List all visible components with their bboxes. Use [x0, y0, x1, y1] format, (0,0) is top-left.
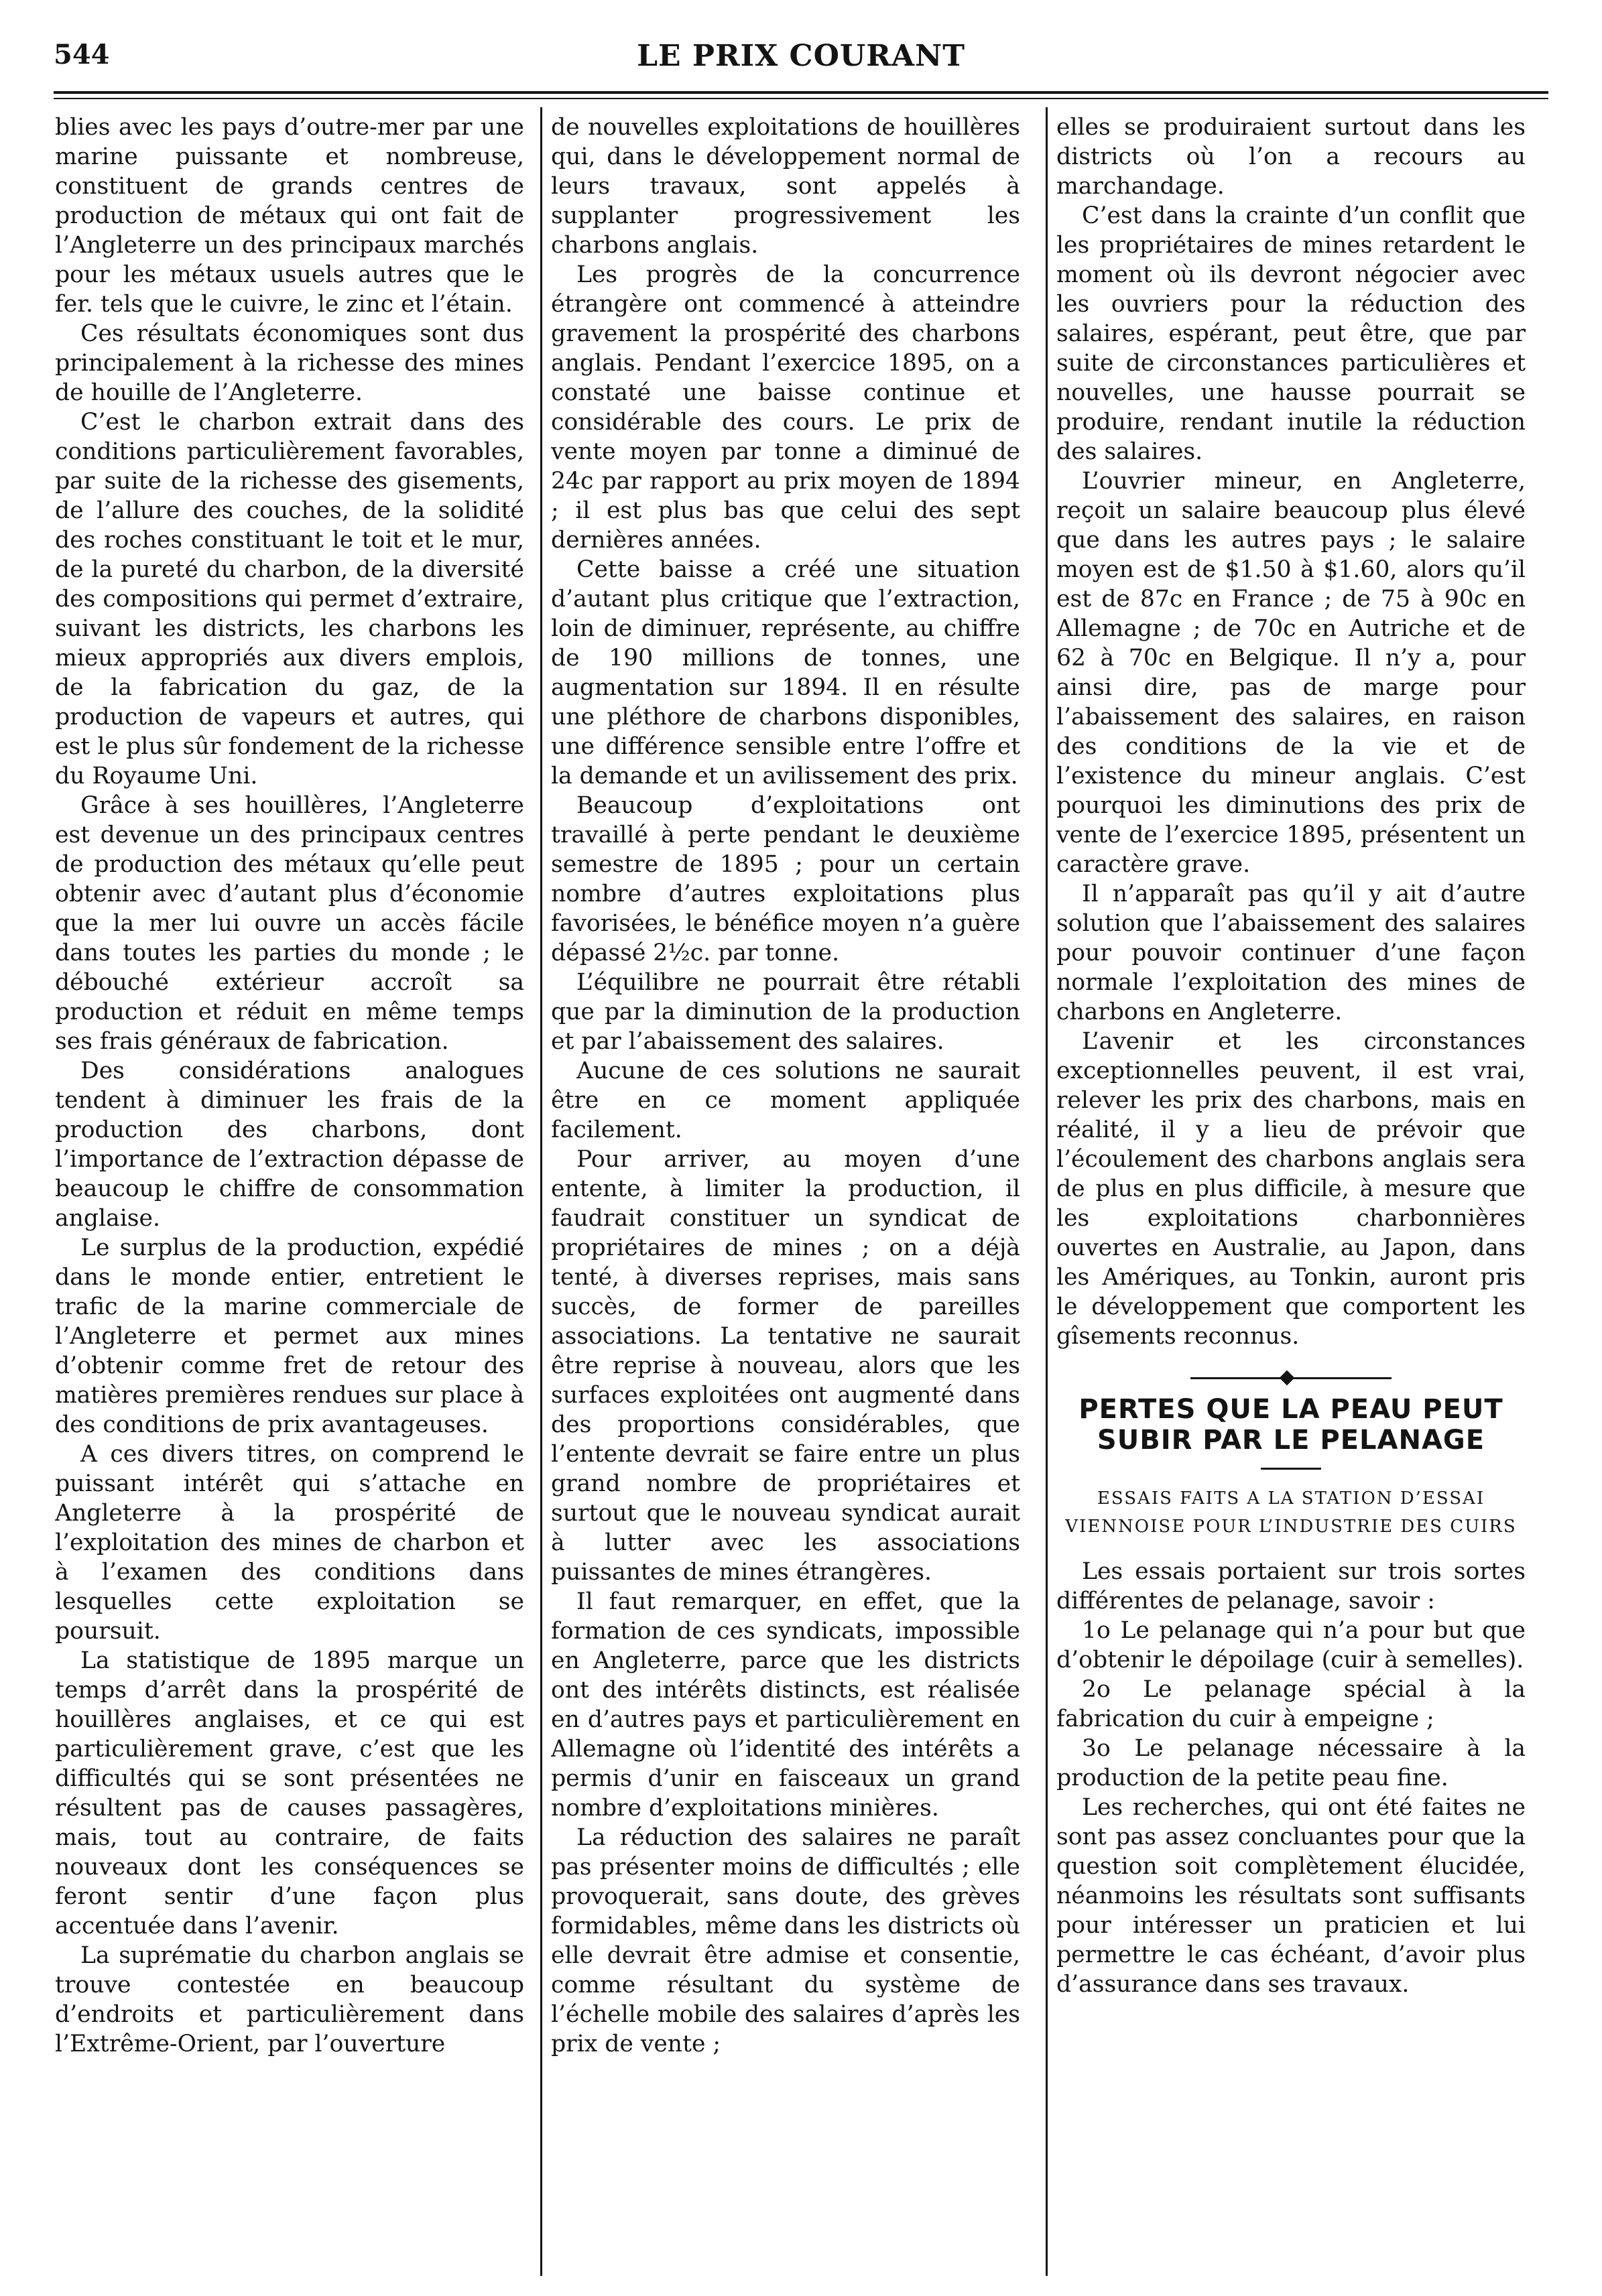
paragraph: L’équilibre ne pourrait être rétabli que par la diminution de la production et par l’abaissement des salaires. [551, 969, 1020, 1055]
text-column-1 [55, 113, 524, 2277]
paragraph: La statistique de 1895 marque un temps d’arrêt dans la prospérité de houillères anglaises, et ce qui est particulièrement grave, c’est que les difficultés qui se sont présentées ne résultent pas de causes passagères, mais, tout au contraire, de faits nouveaux dont les conséquences se feront sentir d’une façon plus accentuée dans l’avenir. [55, 1647, 524, 1939]
paragraph: Les recherches, qui ont été faites ne sont pas assez concluantes pour que la question soit complètement élucidée, néanmoins les résultats sont suffisants pour intéresser un praticien et lui permettre le cas échéant, d’avoir plus d’assurance dans ses travaux. [1056, 1794, 1526, 1998]
column-divider [540, 107, 542, 2276]
paragraph: 3o Le pelanage nécessaire à la production de la petite peau fine. [1056, 1735, 1526, 1791]
paragraph: L’avenir et les circonstances exceptionnelles peuvent, il est vrai, relever les prix des charbons, mais en réalité, il y a lieu de prévoir que l’écoulement des charbons anglais sera de plus en plus difficile, à mesure que les exploitations charbonnières ouvertes en Australie, au Japon, dans les Amériques, au Tonkin, auront pris le développement que comportent les gîsements reconnus. [1056, 1028, 1526, 1350]
paragraph: L’ouvrier mineur, en Angleterre, reçoit un salaire beaucoup plus élevé que dans les autres pays ; le salaire moyen est de $1.50 à $1.60, alors qu’il est de 87c en France ; de 75 à 90c en Allemagne ; de 70c en Autriche et de 62 à 70c en Belgique. Il n’y a, pour ainsi dire, pas de marge pour l’abaissement des salaires, en raison des conditions de la vie et de l’existence du mineur anglais. C’est pourquoi les diminutions des prix de vente de l’exercice 1895, présentent un caractère grave. [1056, 468, 1526, 878]
column-divider [1046, 107, 1048, 2276]
paragraph: Des considérations analogues tendent à diminuer les frais de la production des charbons, dont l’importance de l’extraction dépasse de beaucoup le chiffre de consommation anglaise. [55, 1058, 524, 1232]
paragraph: elles se produiraient surtout dans les districts où l’on a recours au marchandage. [1056, 114, 1526, 200]
section-rule [1261, 1468, 1321, 1470]
section-title: PERTES QUE LA PEAU PEUT SUBIR PAR LE PELANAGE [1079, 1394, 1503, 1456]
paragraph: A ces divers titres, on comprend le puissant intérêt qui s’attache en Angleterre à la prospérité de l’exploitation des mines de charbon et à l’examen des conditions dans lesquelles cette exploitation se poursuit. [55, 1441, 524, 1645]
paragraph: 2o Le pelanage spécial à la fabrication du cuir à empeigne ; [1056, 1676, 1526, 1732]
paragraph: La réduction des salaires ne paraît pas présenter moins de difficultés ; elle provoquerait, sans doute, des grèves formidables, même dans les districts où elle devrait être admise et consentie, comme résultant du système de l’échelle mobile des salaires d’après les prix de vente ; [551, 1824, 1020, 2057]
paragraph: de nouvelles exploitations de houillères qui, dans le développement normal de leurs travaux, sont appelés à supplanter progressivement les charbons anglais. [551, 114, 1020, 259]
ornament-diamond [1280, 1370, 1295, 1386]
paragraph: 1o Le pelanage qui n’a pour but que d’obtenir le dépoilage (cuir à semelles). [1056, 1617, 1526, 1673]
paragraph: blies avec les pays d’outre-mer par une marine puissante et nombreuse, constituent de grands centres de production de métaux qui ont fait de l’Angleterre un des principaux marchés pour les métaux usuels autres que le fer. tels que le cuivre, le zinc et l’étain. [55, 114, 524, 318]
header-rule-thin [54, 98, 1548, 99]
text-column-2 [551, 113, 1020, 2277]
paragraph: Les essais portaient sur trois sortes différentes de pelanage, savoir : [1056, 1558, 1526, 1614]
paragraph: Beaucoup d’exploitations ont travaillé à perte pendant le deuxième semestre de 1895 ; pour un certain nombre d’autres exploitations plus favorisées, le bénéfice moyen n’a guère dépassé 2½c. par tonne. [551, 792, 1020, 966]
paragraph: Les progrès de la concurrence étrangère ont commencé à atteindre gravement la prospérité des charbons anglais. Pendant l’exercice 1895, on a constaté une baisse continue et considérable des cours. Le prix de vente moyen par tonne a diminué de 24c par rapport au prix moyen de 1894 ; il est plus bas que celui des sept dernières années. [551, 261, 1020, 554]
paragraph: Cette baisse a créé une situation d’autant plus critique que l’extraction, loin de diminuer, représente, au chiffre de 190 millions de tonnes, une augmentation sur 1894. Il en résulte une pléthore de charbons disponibles, une différence sensible entre l’offre et la demande et un avilissement des prix. [551, 556, 1020, 789]
header-rule [54, 91, 1548, 94]
paragraph: Il faut remarquer, en effet, que la formation de ces syndicats, impossible en Angleterre, parce que les districts ont des intérêts distincts, est réalisée en d’autres pays et particulièrement en Allemagne où l’identité des intérêts a permis d’unir en faisceaux un grand nombre d’exploitations minières. [551, 1588, 1020, 1822]
paragraph: Aucune de ces solutions ne saurait être en ce moment appliquée facilement. [551, 1058, 1020, 1143]
paragraph: Le surplus de la production, expédié dans le monde entier, entretient le trafic de la marine commerciale de l’Angleterre et permet aux mines d’obtenir comme fret de retour des matières premières rendues sur place à des conditions de prix avantageuses. [55, 1234, 524, 1438]
section-ornament [1056, 1371, 1526, 1385]
paragraph: C’est dans la crainte d’un conflit que les propriétaires de mines retardent le moment où ils devront négocier avec les ouvriers pour la réduction des salaires, espérant, peut être, que par suite de circonstances particulières et nouvelles, une hausse pourrait se produire, rendant inutile la réduction des salaires. [1056, 202, 1526, 465]
paragraph: Grâce à ses houillères, l’Angleterre est devenue un des principaux centres de production des métaux qu’elle peut obtenir avec d’autant plus d’économie que la mer lui ouvre un accès fácile dans toutes les parties du monde ; le débouché extérieur accroît sa production et réduit en même temps ses frais généraux de fabrication. [55, 792, 524, 1055]
paragraph: Ces résultats économiques sont dus principalement à la richesse des mines de houille de l’Angleterre. [55, 320, 524, 406]
journal-title: LE PRIX COURANT [637, 39, 965, 73]
paragraph: Pour arriver, au moyen d’une entente, à limiter la production, il faudrait constituer un syndicat de propriétaires de mines ; on a déjà tenté, à diverses reprises, mais sans succès, de former de pareilles associations. La tentative ne saurait être reprise à nouveau, alors que les surfaces exploitées ont augmenté dans des proportions considérables, que l’entente devrait se faire entre un plus grand nombre de propriétaires et surtout que le nouveau syndicat aurait à lutter avec les associations puissantes de mines étrangères. [551, 1146, 1020, 1586]
paragraph: La suprématie du charbon anglais se trouve contestée en beaucoup d’endroits et particulièrement dans l’Extrême-Orient, par l’ouverture [55, 1942, 524, 2057]
text-column-3 [1056, 113, 1526, 2277]
paragraph: Il n’apparaît pas qu’il y ait d’autre solution que l’abaissement des salaires pour pouvoir continuer d’une façon normale l’exploitation des mines de charbons en Angleterre. [1056, 881, 1526, 1025]
page-number: 544 [54, 39, 110, 70]
paragraph: C’est le charbon extrait dans des conditions particulièrement favorables, par suite de la richesse des gisements, de l’allure des couches, de la solidité des roches constituant le toit et le mur, de la pureté du charbon, de la diversité des compositions qui permet d’extraire, suivant les districts, les charbons les mieux appropriés aux divers emplois, de la fabrication du gaz, de la production de vapeurs et autres, qui est le plus sûr fondement de la richesse du Royaume Uni. [55, 409, 524, 789]
section-subtitle: ESSAIS FAITS A LA STATION D’ESSAI VIENNOISE POUR L’INDUSTRIE DES CUIRS [1065, 1488, 1517, 1537]
page-header [54, 39, 1548, 79]
